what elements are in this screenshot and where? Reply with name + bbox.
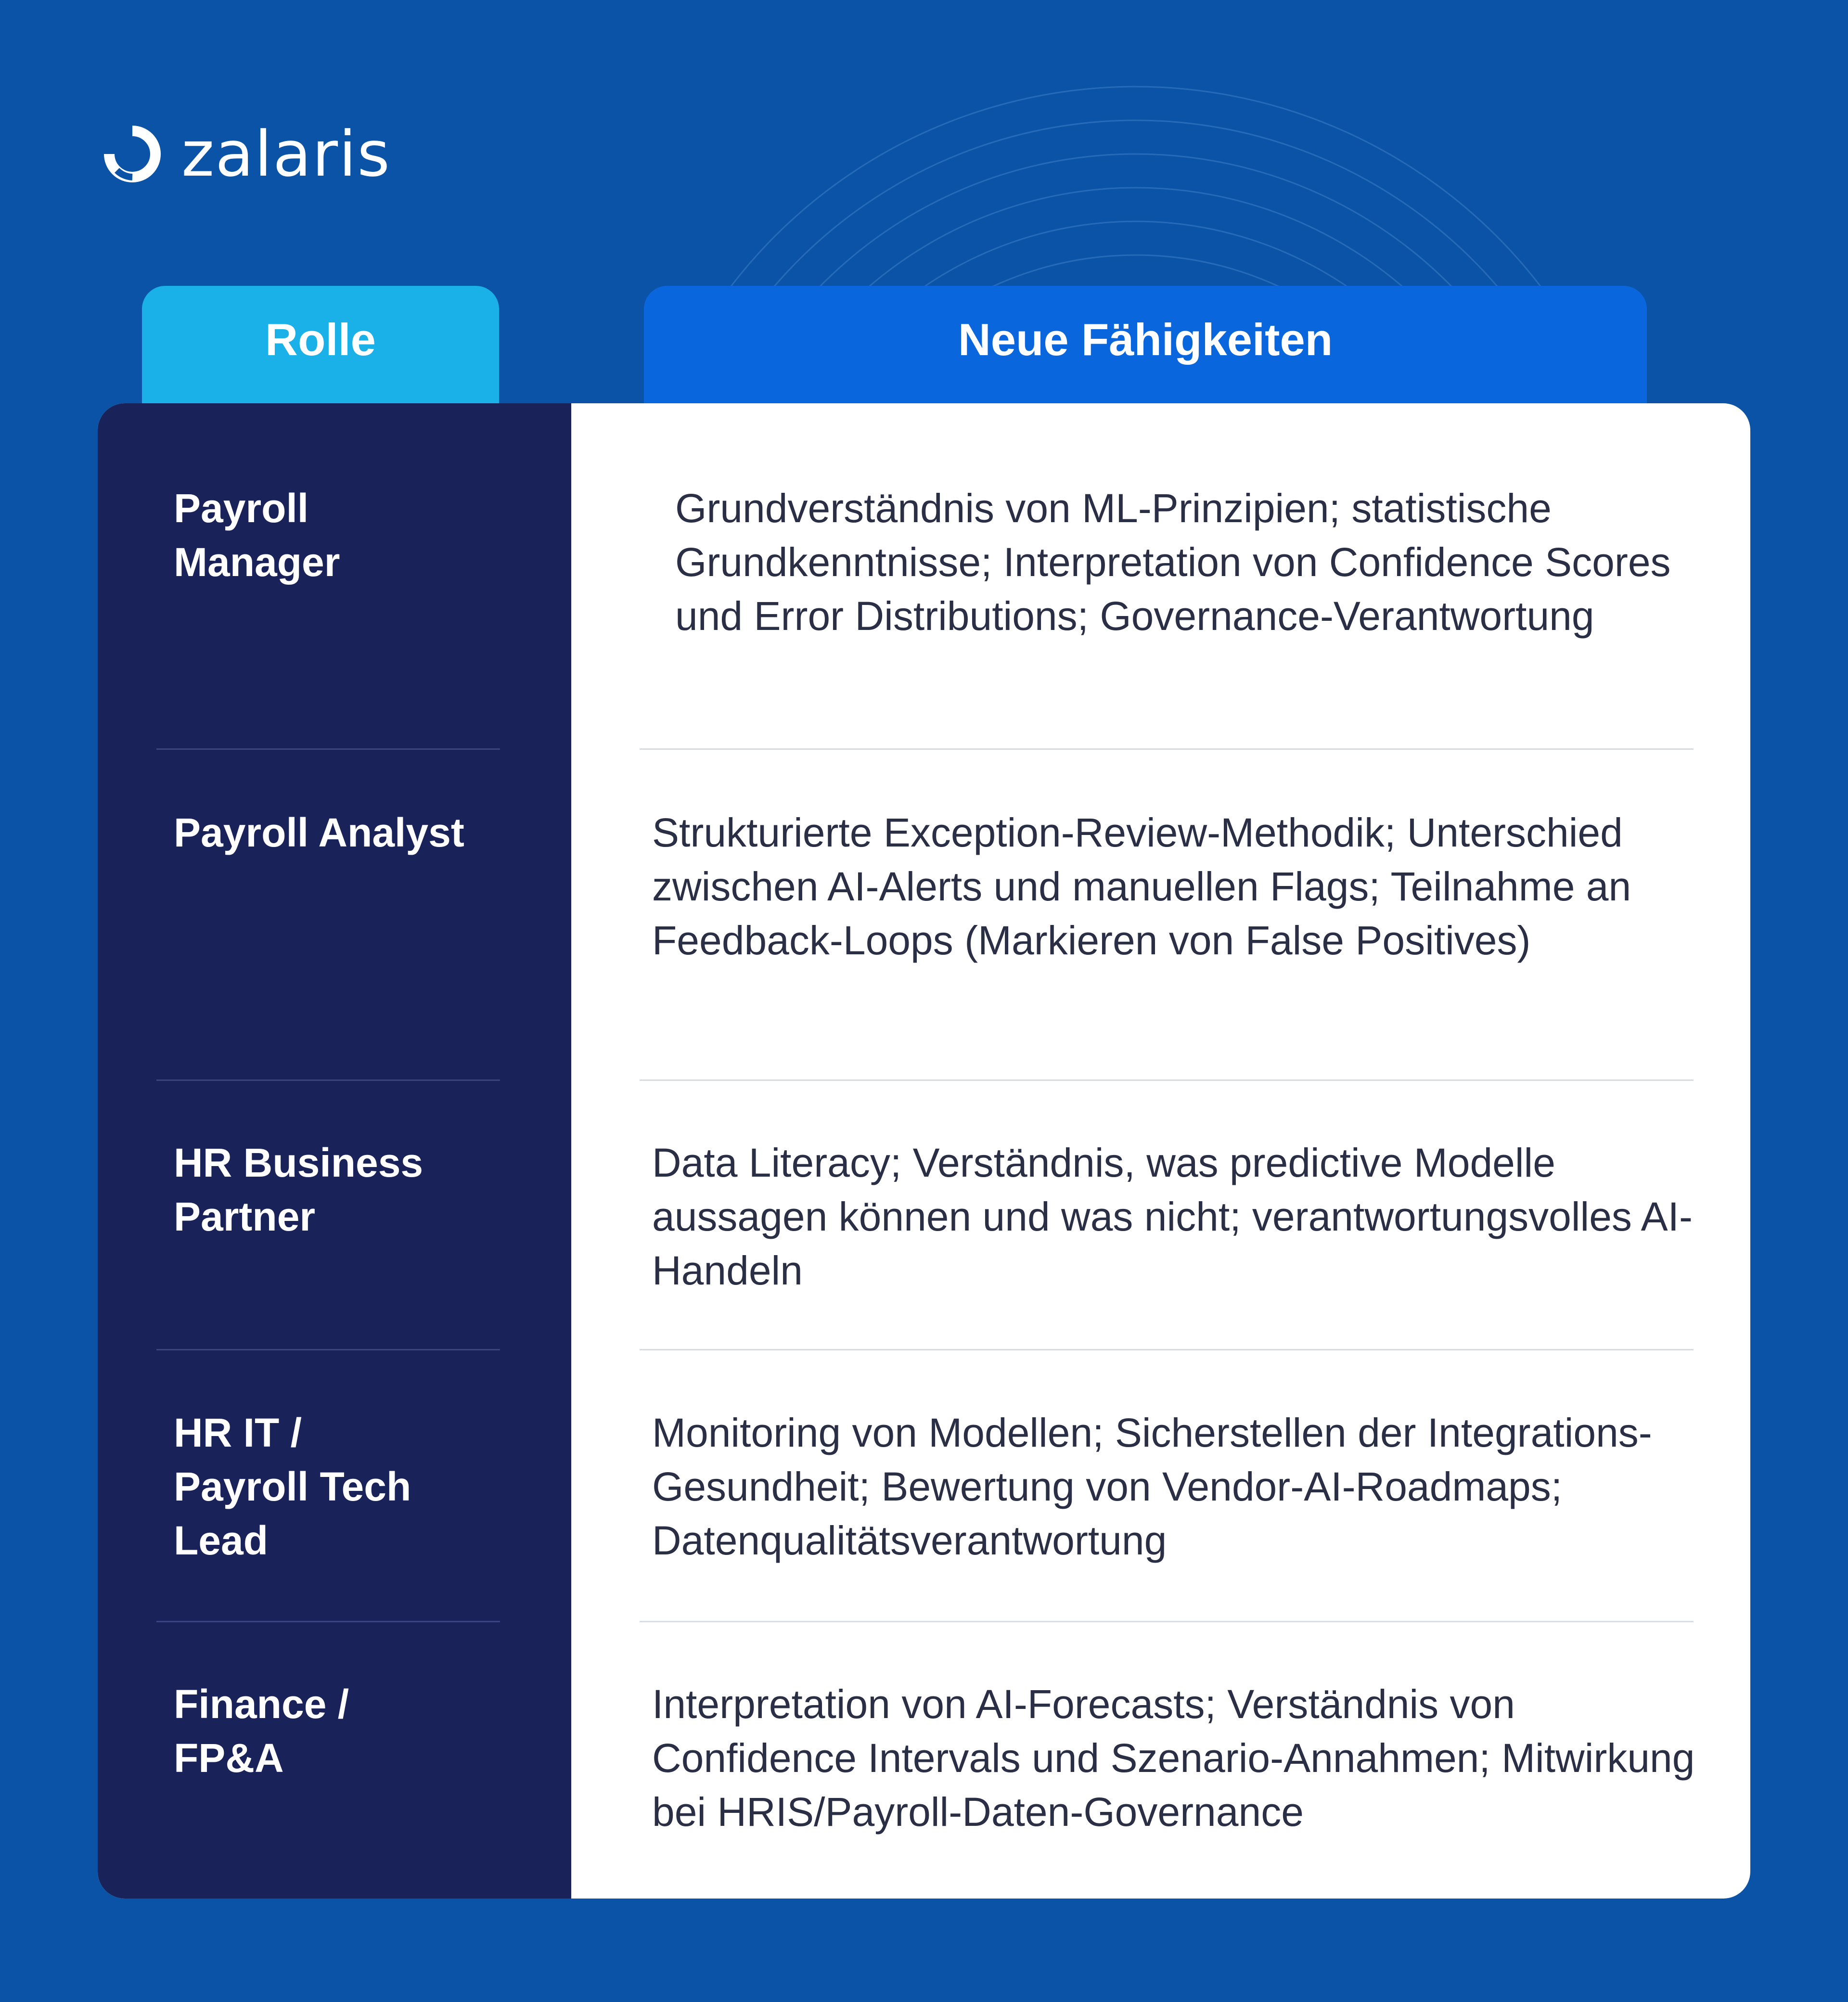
brand-logo [103,117,391,191]
skills-cell: Strukturierte Exception-Review-Methodik; Unterschied zwischen AI-Alerts und manuellen Flags; Teilnahme an Feedback-Loops (Markieren von False Positives) [652,810,1631,963]
row-divider [640,1349,1694,1350]
brand-name: zalaris [181,117,391,191]
row-divider [640,748,1694,750]
row-divider [156,1349,500,1350]
role-cell: HR IT / Payroll Tech Lead [174,1410,411,1563]
role-cell: HR Business Partner [174,1140,424,1239]
role-cell: Finance / FP&A [174,1681,349,1781]
skills-cell: Monitoring von Modellen; Sicherstellen der Integrations-Gesundheit; Bewertung von Vendor-AI-Roadmaps; Datenqualitätsverantwortung [652,1410,1652,1563]
role-cell: Payroll Analyst [174,810,464,855]
column-header-role: Rolle [142,286,499,403]
skills-cell: Grundverständnis von ML-Prinzipien; statistische Grundkenntnisse; Interpretation von Confidence Scores und Error Distributions; Governance-Verantwortung [675,486,1671,639]
skills-cell: Data Literacy; Verständnis, was predictive Modelle aussagen können und was nicht; verantwortungsvolles AI-Handeln [652,1140,1693,1293]
skills-table [98,403,1750,1899]
row-divider [156,1079,500,1081]
row-divider [156,1621,500,1622]
skills-cell: Interpretation von AI-Forecasts; Verständnis von Confidence Intervals und Szenario-Annahmen; Mitwirkung bei HRIS/Payroll-Daten-Governance [652,1681,1695,1835]
zalaris-logo-icon [103,124,162,184]
row-divider [640,1621,1694,1622]
role-cell: Payroll Manager [174,486,340,585]
row-divider [156,748,500,750]
row-divider [640,1079,1694,1081]
column-header-skills: Neue Fähigkeiten [644,286,1647,403]
